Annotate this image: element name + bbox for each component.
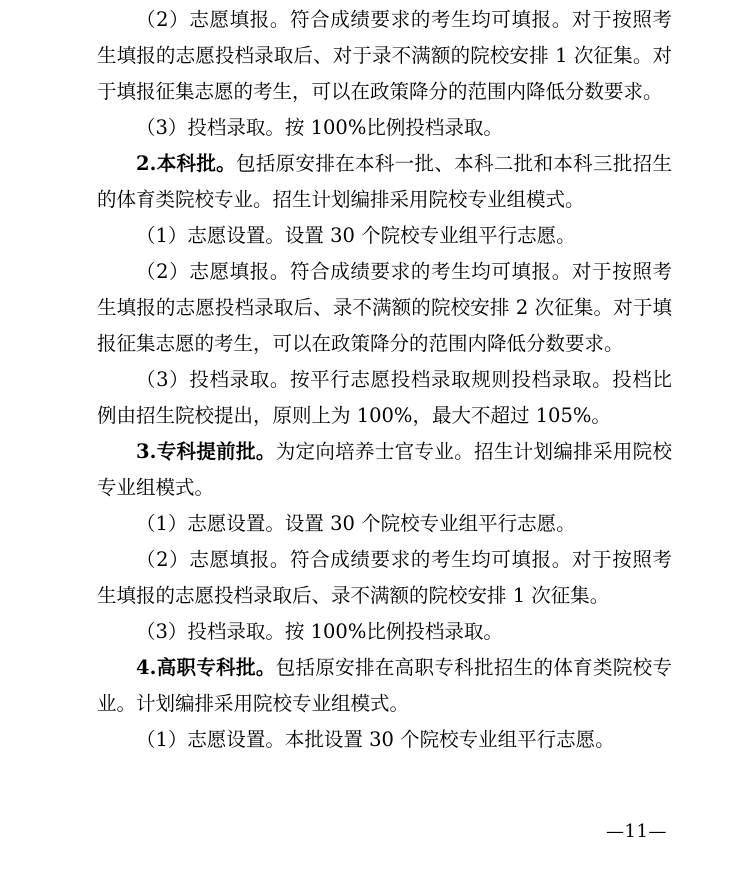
paragraph-12-text: （1）志愿设置。本批设置 30 个院校专业组平行志愿。: [136, 728, 615, 751]
paragraph-12: [97, 722, 672, 758]
paragraph-9: [97, 542, 672, 614]
paragraph-1: [97, 2, 672, 110]
paragraph-9-text: （2）志愿填报。符合成绩要求的考生均可填报。对于按照考生填报的志愿投档录取后、录不满额的院校安排 1 次征集。: [97, 548, 672, 607]
paragraph-4-text: （1）志愿设置。设置 30 个院校专业组平行志愿。: [136, 224, 576, 247]
paragraph-6: [97, 362, 672, 434]
paragraph-2: [97, 110, 672, 146]
paragraph-10: [97, 614, 672, 650]
paragraph-1-text: （2）志愿填报。符合成绩要求的考生均可填报。对于按照考生填报的志愿投档录取后、对于录不满额的院校安排 1 次征集。对于填报征集志愿的考生，可以在政策降分的范围内降低分数要求。: [97, 8, 672, 103]
section-heading-higher-vocational: 4.高职专科批。: [136, 656, 276, 679]
paragraph-4: [97, 218, 672, 254]
section-heading-vocational-early: 3.专科提前批。: [136, 440, 276, 463]
paragraph-7-text: 为定向培养士官专业。招生计划编排采用院校专业组模式。: [97, 440, 672, 499]
paragraph-11: [97, 650, 672, 722]
paragraph-8-text: （1）志愿设置。设置 30 个院校专业组平行志愿。: [136, 512, 576, 535]
paragraph-6-text: （3）投档录取。按平行志愿投档录取规则投档录取。投档比例由招生院校提出，原则上为 100%，最大不超过 105%。: [97, 368, 672, 427]
paragraph-5: [97, 254, 672, 362]
paragraph-10-text: （3）投档录取。按 100%比例投档录取。: [136, 620, 503, 643]
paragraph-11-text: 包括原安排在高职专科批招生的体育类院校专业。计划编排采用院校专业组模式。: [97, 656, 672, 715]
paragraph-2-text: （3）投档录取。按 100%比例投档录取。: [136, 116, 503, 139]
paragraph-3: [97, 146, 672, 218]
document-body: [97, 2, 672, 758]
section-heading-undergraduate: 2.本科批。: [136, 152, 237, 175]
page-number: —11—: [606, 821, 667, 842]
paragraph-8: [97, 506, 672, 542]
paragraph-7: [97, 434, 672, 506]
paragraph-3-text: 包括原安排在本科一批、本科二批和本科三批招生的体育类院校专业。招生计划编排采用院校专业组模式。: [97, 152, 672, 211]
paragraph-5-text: （2）志愿填报。符合成绩要求的考生均可填报。对于按照考生填报的志愿投档录取后、录不满额的院校安排 2 次征集。对于填报征集志愿的考生，可以在政策降分的范围内降低分数要求。: [97, 260, 672, 355]
